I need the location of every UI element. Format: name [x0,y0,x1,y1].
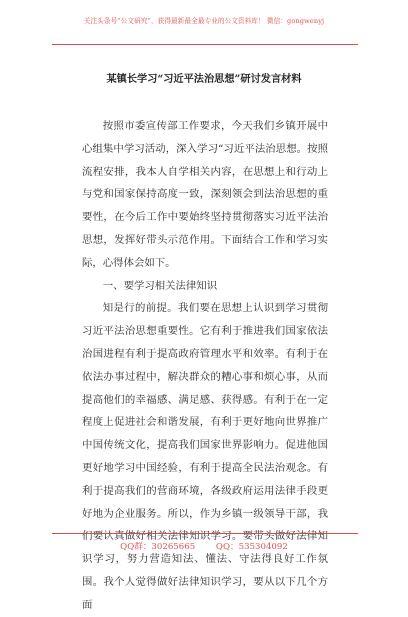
section-heading: 一、要学习相关法律知识 [102,279,218,292]
header-divider [52,44,358,45]
footer-qq-group: QQ群：30265665 [120,542,196,552]
footer-divider [52,533,358,534]
footer-qq-number: QQ：535304092 [215,542,288,552]
document-title: 某镇长学习“习近平法治思想”研讨发言材料 [106,73,302,85]
header-banner: 关注头条号“公文研究”，获得最新最全最专业的公文资料库！ 微信：gongwenyj [83,17,325,25]
paragraph-intro: 按照市委宣传部工作要求，今天我们乡镇开展中心组集中学习活动，深入学习“习近平法治思想。按照流程安排，我本人自学相关内容，在思想上和行动上与党和国家保持高度一致，深刻领会到法治思想的重要性，在今后工作中要始终坚持贯彻落实习近平法治思想，发挥好带头示范作用。下面结合工作和学习实际，心得体会如下。 [82,120,328,269]
footer [0,540,408,552]
paragraph-body: 知是行的前提。我们要在思想上认识到学习贯彻习近平法治思想重要性。它有利于推进我们国家依法治国进程有利于提高政府管理水平和效率。有利于在依法办事过程中，解决群众的糟心事和烦心事，从而提高他们的幸福感、满足感、获得感。有利于在一定程度上促进社会和谐发展，有利于更好地向世界推广中国传统文化，提高我们国家世界影响力。促进他国更好地学习中国经验，有利于提高全民法治观念。有利于提高我们的营商环境，各级政府运用法律手段更好地为企业服务。所以，作为乡镇一级领导干部，我们要认真做好相关法律知识学习。要带头做好法律知识学习，努力营造知法、懂法、守法得良好工作氛围。我个人觉得做好法律知识学习，要从以下几个方面 [82,302,328,611]
